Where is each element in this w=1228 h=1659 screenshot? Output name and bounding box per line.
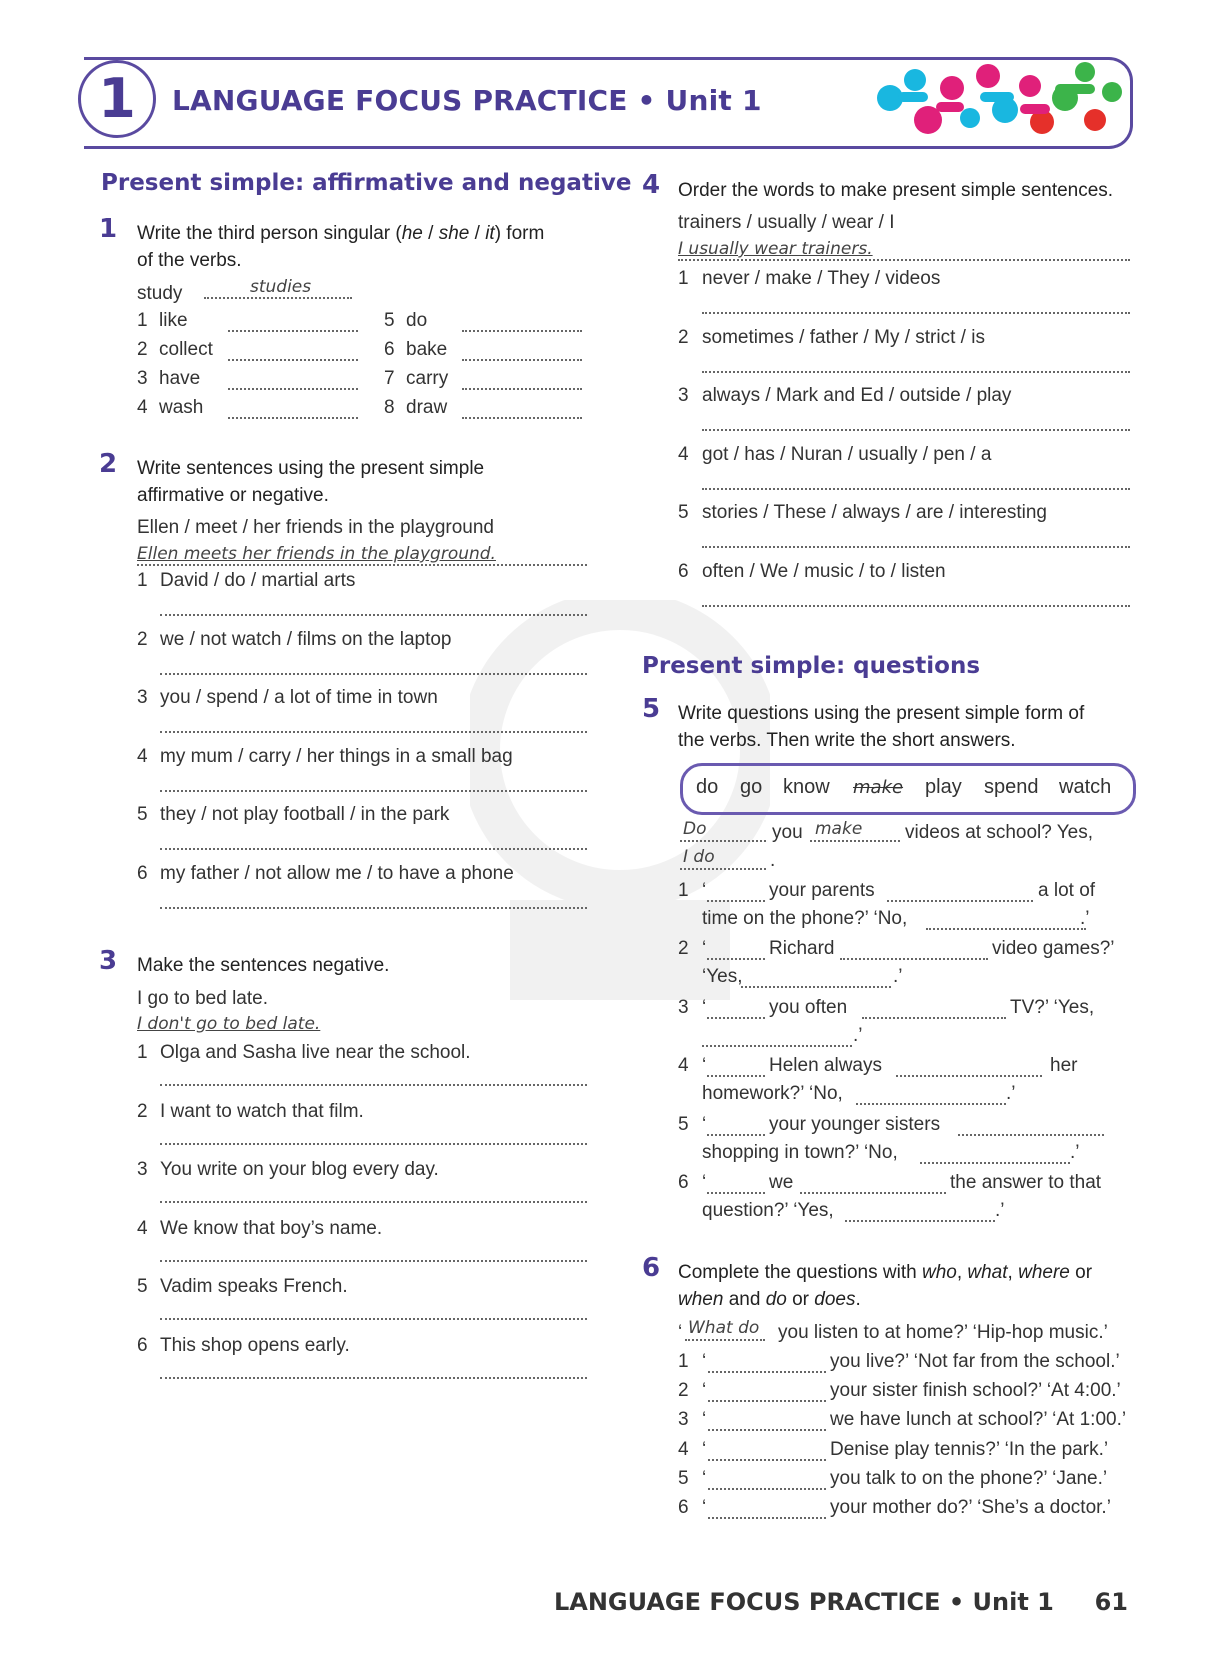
question-text: we bbox=[769, 1172, 794, 1193]
question-text: time on the phone?’ ‘No, bbox=[702, 908, 908, 929]
example-prompt: trainers / usually / wear / I bbox=[678, 212, 895, 233]
sentence-prompt: often / We / music / to / listen bbox=[702, 560, 946, 582]
answer-line[interactable] bbox=[228, 330, 358, 332]
verb-prompt: wash bbox=[159, 397, 204, 418]
sentence-prompt: David / do / martial arts bbox=[160, 570, 356, 591]
question-text: Helen always bbox=[769, 1055, 882, 1077]
footer-title: LANGUAGE FOCUS PRACTICE • Unit 1 bbox=[553, 1588, 1054, 1616]
item-number: 1 bbox=[137, 570, 148, 591]
answer-line[interactable] bbox=[926, 928, 1086, 930]
question-text: you live?’ ‘Not far from the school.’ bbox=[830, 1351, 1120, 1372]
example-answer: studies bbox=[250, 277, 312, 297]
word-box-item-crossed-out: make bbox=[853, 777, 904, 798]
item-number: 4 bbox=[137, 1217, 148, 1239]
question-text: your parents bbox=[769, 880, 875, 901]
item-number: 5 bbox=[678, 1467, 689, 1489]
answer-line[interactable] bbox=[707, 958, 765, 960]
answer-line[interactable] bbox=[462, 417, 582, 419]
answer-line[interactable] bbox=[685, 1339, 765, 1341]
opening-quote: ‘ bbox=[702, 938, 707, 960]
decorative-blob-pattern bbox=[870, 58, 1128, 142]
sentence-prompt: we / not watch / films on the laptop bbox=[160, 628, 452, 650]
exercise-number: 5 bbox=[642, 694, 661, 724]
blob-shapes bbox=[877, 62, 1122, 134]
example-answer: I don't go to bed late. bbox=[137, 1014, 321, 1034]
item-number: 5 bbox=[384, 310, 395, 331]
question-text: .’ bbox=[1070, 1141, 1080, 1163]
section-title-questions: Present simple: questions bbox=[642, 653, 981, 679]
answer-line[interactable] bbox=[845, 1220, 995, 1222]
answer-line[interactable] bbox=[887, 900, 1033, 902]
word-box-item: know bbox=[783, 776, 830, 798]
sentence-prompt: This shop opens early. bbox=[160, 1334, 350, 1356]
answer-line[interactable] bbox=[160, 907, 587, 909]
answer-line[interactable] bbox=[462, 359, 582, 361]
example-answer: I do bbox=[683, 847, 715, 867]
answer-line[interactable] bbox=[160, 1260, 587, 1262]
question-text: the answer to that bbox=[950, 1172, 1102, 1193]
item-number: 4 bbox=[137, 745, 148, 767]
example-quote-mark: ‘ bbox=[678, 1322, 683, 1343]
answer-line[interactable] bbox=[708, 1400, 826, 1402]
item-number: 2 bbox=[137, 339, 148, 360]
unit-number-badge: 1 bbox=[78, 60, 156, 138]
opening-quote: ‘ bbox=[702, 1497, 707, 1518]
question-text: her bbox=[1050, 1055, 1078, 1077]
item-number: 6 bbox=[137, 862, 148, 884]
word-box-item: play bbox=[925, 776, 962, 798]
exercise-number: 4 bbox=[642, 170, 661, 200]
item-number: 6 bbox=[678, 560, 689, 582]
answer-line[interactable] bbox=[702, 488, 1130, 490]
item-number: 4 bbox=[678, 1055, 689, 1077]
exercise-number: 6 bbox=[642, 1253, 661, 1283]
example-answer: What do bbox=[688, 1318, 760, 1338]
page-header-title: LANGUAGE FOCUS PRACTICE • Unit 1 bbox=[172, 84, 762, 117]
answer-line[interactable] bbox=[228, 359, 358, 361]
answer-line[interactable] bbox=[160, 614, 587, 616]
answer-line[interactable] bbox=[856, 1103, 1006, 1105]
exercise-number: 1 bbox=[99, 214, 118, 244]
verb-prompt: bake bbox=[406, 339, 448, 360]
answer-line[interactable] bbox=[707, 1075, 765, 1077]
example-text: you bbox=[772, 822, 803, 843]
answer-line[interactable] bbox=[707, 1192, 765, 1194]
question-text: shopping in town?’ ‘No, bbox=[702, 1141, 898, 1163]
answer-line[interactable] bbox=[160, 1318, 587, 1320]
answer-line[interactable] bbox=[462, 388, 582, 390]
answer-line[interactable] bbox=[708, 1488, 826, 1490]
question-text: .’ bbox=[1080, 908, 1090, 929]
answer-line[interactable] bbox=[702, 605, 1130, 607]
sentence-prompt: sometimes / father / My / strict / is bbox=[702, 326, 985, 348]
sentence-prompt: stories / These / always / are / interesting bbox=[702, 502, 1047, 523]
answer-line[interactable] bbox=[741, 986, 891, 988]
example-text: videos at school? Yes, bbox=[905, 822, 1094, 843]
answer-line[interactable] bbox=[462, 330, 582, 332]
answer-line[interactable] bbox=[920, 1162, 1070, 1164]
exercise-instruction: Complete the questions with who, what, where or when and do or does. bbox=[678, 1262, 1093, 1310]
answer-line[interactable] bbox=[840, 958, 988, 960]
question-text: .’ bbox=[853, 1024, 863, 1046]
opening-quote: ‘ bbox=[702, 1172, 707, 1193]
item-number: 6 bbox=[384, 339, 395, 360]
question-text: your mother do?’ ‘She’s a doctor.’ bbox=[830, 1497, 1111, 1518]
answer-line[interactable] bbox=[708, 1371, 826, 1373]
item-number: 3 bbox=[137, 687, 148, 708]
exercise-number: 2 bbox=[99, 449, 118, 479]
sentence-prompt: always / Mark and Ed / outside / play bbox=[702, 385, 1012, 406]
answer-line[interactable] bbox=[862, 1017, 1006, 1019]
item-number: 4 bbox=[678, 1438, 689, 1460]
item-number: 2 bbox=[678, 1380, 689, 1402]
example-prompt: Ellen / meet / her friends in the playground bbox=[137, 517, 494, 538]
question-text: you talk to on the phone?’ ‘Jane.’ bbox=[830, 1467, 1108, 1489]
question-text: ‘Yes, bbox=[702, 966, 743, 988]
sentence-prompt: my father / not allow me / to have a phone bbox=[160, 862, 514, 884]
opening-quote: ‘ bbox=[702, 1380, 707, 1402]
question-text: .’ bbox=[995, 1200, 1005, 1221]
item-number: 4 bbox=[678, 443, 689, 465]
question-text: your younger sisters bbox=[769, 1113, 941, 1135]
answer-line[interactable] bbox=[896, 1075, 1042, 1077]
answer-line[interactable] bbox=[160, 1201, 587, 1203]
exercise-instruction: Write questions using the present simple form of the verbs. Then write the short answers. bbox=[678, 703, 1085, 751]
opening-quote: ‘ bbox=[702, 1438, 707, 1460]
sentence-prompt: Olga and Sasha live near the school. bbox=[160, 1042, 471, 1063]
answer-line[interactable] bbox=[228, 388, 358, 390]
item-number: 3 bbox=[137, 1159, 148, 1180]
page-number: 61 bbox=[1094, 1588, 1128, 1616]
answer-line[interactable] bbox=[160, 790, 587, 792]
answer-line[interactable] bbox=[707, 900, 765, 902]
word-box-item: go bbox=[740, 776, 763, 798]
answer-line[interactable] bbox=[702, 1045, 852, 1047]
answer-line[interactable] bbox=[204, 297, 352, 299]
item-number: 1 bbox=[678, 880, 689, 901]
item-number: 5 bbox=[137, 1276, 148, 1297]
question-text: TV?’ ‘Yes, bbox=[1010, 996, 1095, 1018]
item-number: 3 bbox=[678, 996, 689, 1018]
item-number: 8 bbox=[384, 397, 395, 418]
item-number: 1 bbox=[678, 268, 689, 289]
sentence-prompt: got / has / Nuran / usually / pen / a bbox=[702, 443, 992, 465]
question-text: video games?’ bbox=[992, 938, 1115, 960]
answer-line[interactable] bbox=[708, 1517, 826, 1519]
opening-quote: ‘ bbox=[702, 1055, 707, 1077]
verb-prompt: collect bbox=[159, 339, 213, 360]
answer-line[interactable] bbox=[707, 1017, 765, 1019]
example-text: . bbox=[770, 850, 776, 871]
answer-line[interactable] bbox=[137, 564, 587, 566]
answer-line[interactable] bbox=[702, 312, 1130, 314]
word-box-item: do bbox=[696, 776, 719, 798]
answer-line[interactable] bbox=[160, 848, 587, 850]
answer-line[interactable] bbox=[702, 429, 1130, 431]
exercise-instruction: Order the words to make present simple sentences. bbox=[678, 180, 1114, 201]
exercise-instruction: Make the sentences negative. bbox=[137, 955, 390, 976]
question-text: we have lunch at school?’ ‘At 1:00.’ bbox=[830, 1409, 1127, 1431]
exercise-instruction: Write the third person singular (he / she / it) form of the verbs. bbox=[137, 223, 545, 271]
question-text: Richard bbox=[769, 938, 835, 960]
question-text: you often bbox=[769, 996, 848, 1018]
answer-line[interactable] bbox=[707, 1134, 765, 1136]
sentence-prompt: Vadim speaks French. bbox=[160, 1276, 348, 1297]
answer-line[interactable] bbox=[160, 1143, 587, 1145]
item-number: 2 bbox=[137, 1100, 148, 1122]
word-box-item: watch bbox=[1059, 776, 1112, 798]
item-number: 5 bbox=[678, 502, 689, 523]
example-answer: Do bbox=[683, 819, 707, 839]
question-text: a lot of bbox=[1038, 880, 1096, 901]
item-number: 1 bbox=[137, 1042, 148, 1063]
example-answer: Ellen meets her friends in the playground. bbox=[137, 544, 496, 564]
answer-line[interactable] bbox=[228, 417, 358, 419]
item-number: 5 bbox=[678, 1113, 689, 1135]
sentence-prompt: We know that boy’s name. bbox=[160, 1217, 383, 1239]
sentence-prompt: my mum / carry / her things in a small bag bbox=[160, 745, 513, 767]
sentence-prompt: I want to watch that film. bbox=[160, 1100, 364, 1122]
verb-prompt: carry bbox=[406, 368, 449, 389]
sentence-prompt: never / make / They / videos bbox=[702, 268, 941, 289]
item-number: 3 bbox=[678, 385, 689, 406]
answer-line[interactable] bbox=[958, 1134, 1104, 1136]
item-number: 6 bbox=[678, 1172, 689, 1193]
verb-prompt: draw bbox=[406, 397, 448, 418]
verb-prompt: have bbox=[159, 368, 201, 389]
question-text: homework?’ ‘No, bbox=[702, 1083, 843, 1105]
sentence-prompt: You write on your blog every day. bbox=[160, 1159, 439, 1180]
verb-prompt: do bbox=[406, 310, 428, 331]
word-box bbox=[680, 763, 1136, 815]
answer-line[interactable] bbox=[708, 1459, 826, 1461]
answer-line[interactable] bbox=[702, 371, 1130, 373]
answer-line[interactable] bbox=[810, 840, 900, 842]
opening-quote: ‘ bbox=[702, 996, 707, 1018]
answer-line[interactable] bbox=[160, 731, 587, 733]
question-text: question?’ ‘Yes, bbox=[702, 1200, 834, 1221]
answer-line[interactable] bbox=[680, 868, 766, 870]
question-text: .’ bbox=[1006, 1083, 1016, 1105]
opening-quote: ‘ bbox=[702, 1467, 707, 1489]
answer-line[interactable] bbox=[678, 259, 1130, 261]
item-number: 5 bbox=[137, 804, 148, 825]
example-answer: I usually wear trainers. bbox=[678, 239, 873, 259]
sentence-prompt: they / not play football / in the park bbox=[160, 804, 450, 825]
opening-quote: ‘ bbox=[702, 1409, 707, 1431]
question-text: .’ bbox=[893, 966, 903, 988]
answer-line[interactable] bbox=[800, 1192, 946, 1194]
item-number: 3 bbox=[137, 368, 148, 389]
answer-line[interactable] bbox=[160, 1084, 587, 1086]
question-text: Denise play tennis?’ ‘In the park.’ bbox=[830, 1438, 1109, 1460]
example-text: you listen to at home?’ ‘Hip-hop music.’ bbox=[778, 1322, 1108, 1343]
answer-line[interactable] bbox=[702, 546, 1130, 548]
item-number: 2 bbox=[137, 628, 148, 650]
item-number: 6 bbox=[678, 1497, 689, 1518]
page-footer bbox=[554, 1588, 1128, 1616]
item-number: 4 bbox=[137, 397, 148, 418]
question-text: your sister finish school?’ ‘At 4:00.’ bbox=[830, 1380, 1121, 1402]
item-number: 2 bbox=[678, 326, 689, 348]
opening-quote: ‘ bbox=[702, 1113, 707, 1135]
exercise-number: 3 bbox=[99, 946, 118, 976]
example-prompt: I go to bed late. bbox=[137, 988, 268, 1009]
answer-line[interactable] bbox=[160, 1377, 587, 1379]
answer-line[interactable] bbox=[680, 840, 766, 842]
verb-prompt: like bbox=[159, 310, 188, 331]
answer-line[interactable] bbox=[160, 673, 587, 675]
item-number: 1 bbox=[137, 310, 148, 331]
exercise-instruction: Write sentences using the present simple affirmative or negative. bbox=[137, 458, 485, 506]
sentence-prompt: you / spend / a lot of time in town bbox=[160, 687, 438, 708]
example-word: study bbox=[137, 283, 183, 304]
opening-quote: ‘ bbox=[702, 1351, 707, 1372]
item-number: 3 bbox=[678, 1409, 689, 1431]
word-box-item: spend bbox=[984, 776, 1039, 798]
item-number: 6 bbox=[137, 1334, 148, 1356]
answer-line[interactable] bbox=[708, 1429, 826, 1431]
opening-quote: ‘ bbox=[702, 880, 707, 901]
item-number: 7 bbox=[384, 368, 395, 389]
item-number: 2 bbox=[678, 938, 689, 960]
example-answer: make bbox=[815, 819, 863, 839]
section-title-affirmative-negative: Present simple: affirmative and negative bbox=[101, 170, 632, 196]
item-number: 1 bbox=[678, 1351, 689, 1372]
